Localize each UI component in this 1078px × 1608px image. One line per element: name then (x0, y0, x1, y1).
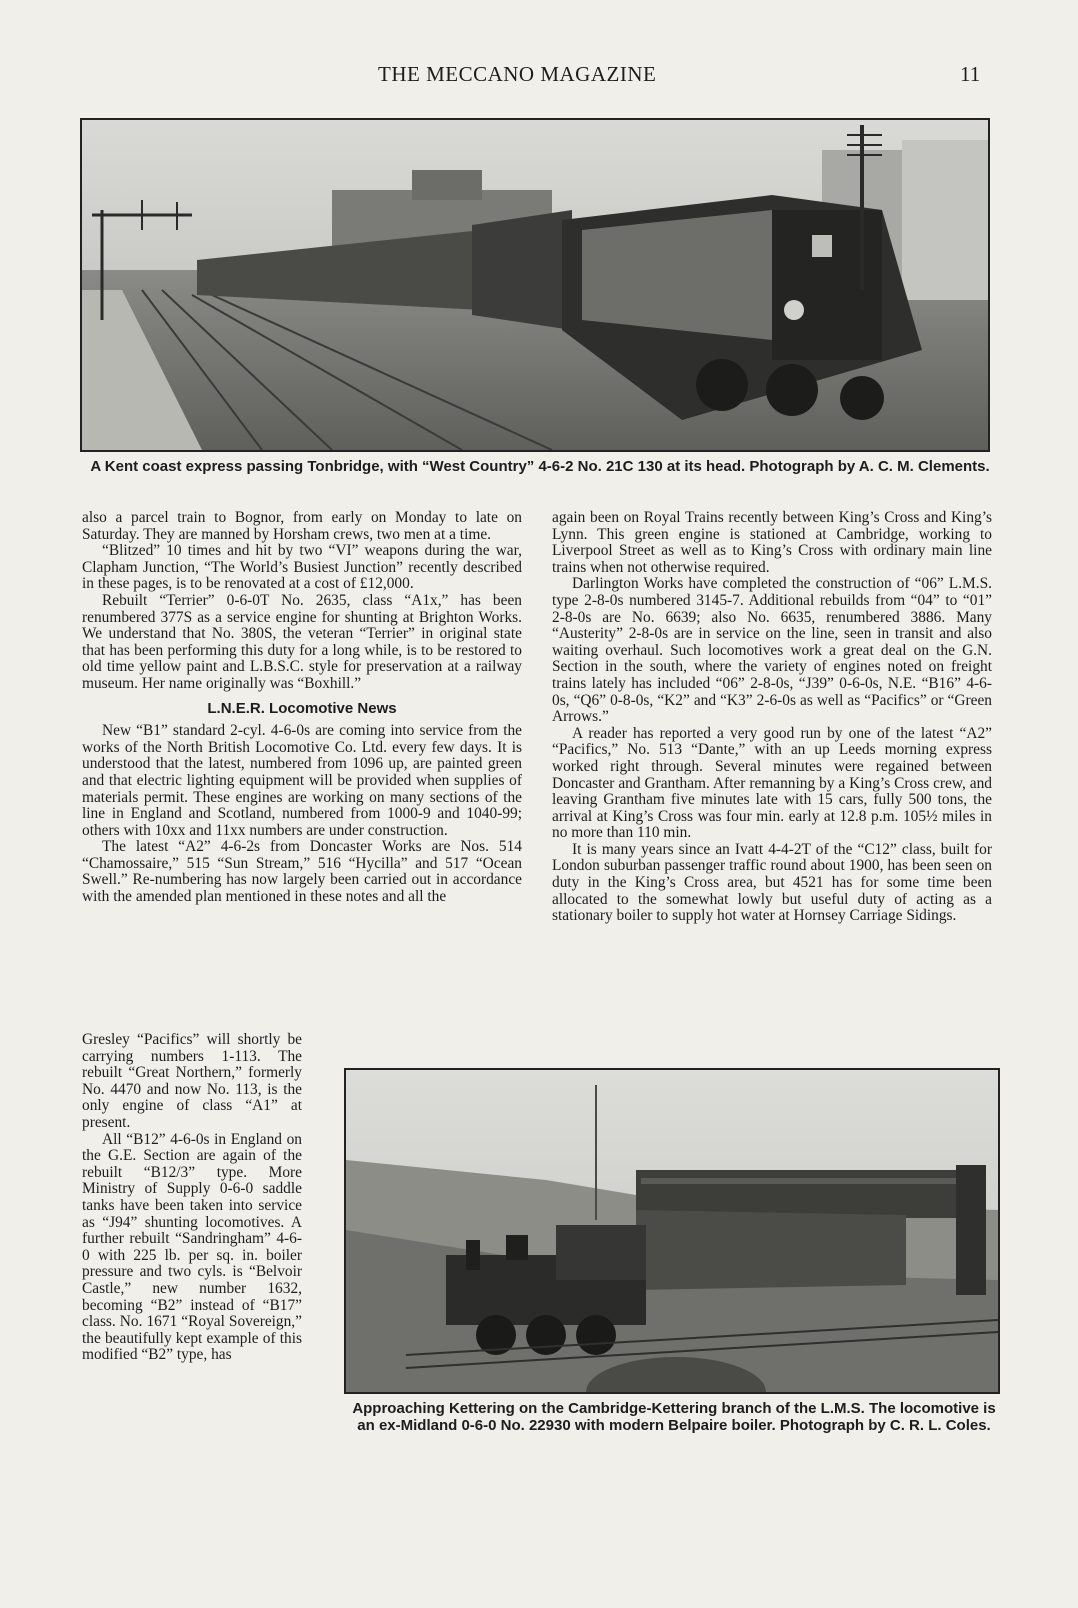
paragraph: also a parcel train to Bognor, from early on Monday to late on Saturday. They are manned by Horsham crews, two men at a time. (82, 509, 522, 543)
paragraph: The latest “A2” 4-6-2s from Doncaster Works are Nos. 514 “Chamossaire,” 515 “Sun Stream,” 516 “Hycilla” and 517 “Ocean Swell.” Re-numbering has now largely been carried out in accordance with the amended plan mentioned in these notes and all the (82, 838, 522, 906)
magazine-title: THE MECCANO MAGAZINE (378, 62, 657, 86)
page-header (0, 62, 1078, 92)
page-number: 11 (960, 62, 981, 86)
section-heading: L.N.E.R. Locomotive News (207, 699, 397, 717)
paragraph: New “B1” standard 2-cyl. 4-6-0s are coming into service from the works of the North British Locomotive Co. Ltd. every few days. It is understood that the latest, numbered from 1096 up, are painted green and that electric lighting equipment will be provided when supplies of materials permit. These engines are working on many sections of the line in England and Scotland, numbered from 1000-9 and 1040-99; others with 10xx and 11xx numbers are under construction. (82, 722, 522, 839)
photo-caption-top: A Kent coast express passing Tonbridge, with “West Country” 4-6-2 No. 21C 130 at its head. Photograph by A. C. M. Clements. (90, 458, 990, 475)
photo-kettering-locomotive-image (346, 1070, 998, 1392)
paragraph: again been on Royal Trains recently between King’s Cross and King’s Lynn. This green engine is stationed at Cambridge, working to Liverpool Street as well as to King’s Cross with ordinary main line trains when not otherwise required. (552, 509, 992, 576)
photo-tonbridge-express (80, 118, 990, 452)
paragraph: Rebuilt “Terrier” 0-6-0T No. 2635, class “A1x,” has been renumbered 377S as a service engine for shunting at Brighton Works. We understand that No. 380S, the veteran “Terrier” in original state that has been performing this duty for a long while, is to be restored to old time yellow paint and L.B.S.C. style for preservation at a railway museum. Her name originally was “Boxhill.” (82, 591, 522, 692)
photo-caption-bottom: Approaching Kettering on the Cambridge-Kettering branch of the L.M.S. The locomotive is an ex-Midland 0-6-0 No. 22930 with modern Belpaire boiler. Photograph by C. R. L. Coles. (352, 1400, 996, 1434)
photo-tonbridge-express-image (82, 120, 988, 450)
paragraph: Gresley “Pacifics” will shortly be carrying numbers 1-113. The rebuilt “Great Northern,” formerly No. 4470 and now No. 113, is the only engine of class “A1” at present. (82, 1031, 302, 1131)
paragraph: A reader has reported a very good run by one of the latest “A2” “Pacifics,” No. 513 “Dante,” with an up Leeds morning express worked right through. Several minutes were regained between Doncaster and Grantham. After remanning by a King’s Cross crew, and leaving Grantham five minutes late with 15 cars, fully 500 tons, the arrival at King’s Cross was four min. early at 12.8 p.m. 105½ miles in no more than 110 min. (552, 724, 992, 842)
right-column (552, 510, 992, 925)
left-column-narrow (82, 1032, 302, 1364)
paragraph: Darlington Works have completed the construction of “06” L.M.S. type 2-8-0s numbered 3145-7. Additional rebuilds from “04” to “01” 2-8-0s are No. 6639; also No. 6635, renumbered 3886. Many “Austerity” 2-8-0s are in service on the line, seen in transit and also waiting overhaul. Such locomotives work a great deal on the G.N. Section in the south, where the variety of engines noted on freight trains lately has included “06” 2-8-0s, “J39” 0-6-0s, N.E. “B16” 4-6-0s, “Q6” 0-8-0s, “K2” and “K3” 2-6-0s as well as “Pacifics” or “Green Arrows.” (552, 575, 992, 726)
paragraph: It is many years since an Ivatt 4-4-2T of the “C12” class, built for London suburban passenger traffic round about 1900, has been seen on duty in the King’s Cross area, but 4521 has for some time been allocated to the somewhat lowly but useful duty of acting as a stationary boiler to supply hot water at Hornsey Carriage Sidings. (552, 840, 992, 925)
paragraph: All “B12” 4-6-0s in England on the G.E. Section are again of the rebuilt “B12/3” type. More Ministry of Supply 0-6-0 saddle tanks have been taken into service as “J94” shunting locomotives. A further rebuilt “Sandringham” 4-6-0 with 225 lb. per sq. in. boiler pressure and two cyls. is “Belvoir Castle,” new number 1632, becoming “B2” instead of “B17” class. No. 1671 “Royal Sovereign,” the beautifully kept example of this modified “B2” type, has (82, 1130, 302, 1364)
photo-kettering-locomotive (344, 1068, 1000, 1394)
left-column (82, 510, 522, 906)
paragraph: “Blitzed” 10 times and hit by two “VI” weapons during the war, Clapham Junction, “The World’s Busiest Junction” recently described in these pages, is to be renovated at a cost of £12,000. (82, 542, 522, 593)
